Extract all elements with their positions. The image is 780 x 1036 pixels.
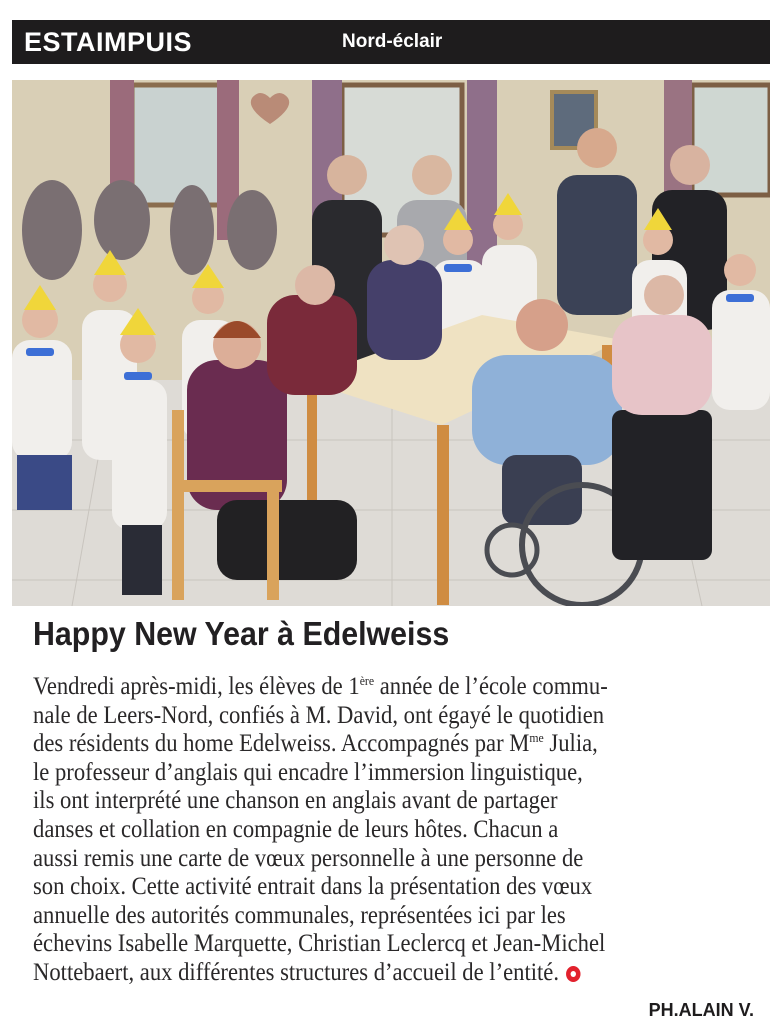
body-line: aussi remis une carte de vœux personnelle à une personne de xyxy=(33,844,584,872)
body-line xyxy=(33,959,685,988)
body-line: échevins Isabelle Marquette, Christian Leclercq et Jean-Michel xyxy=(33,930,606,958)
body-line: le professeur d’anglais qui encadre l’immersion linguistique, xyxy=(33,758,583,786)
body-line: danses et collation en compagnie de leurs hôtes. Chacun a xyxy=(33,815,559,843)
section-name: ESTAIMPUIS xyxy=(24,26,193,57)
article-body xyxy=(33,673,753,988)
body-line xyxy=(33,673,685,702)
body-text-segment: année de l’école commu- xyxy=(374,673,608,700)
body-text-segment: Vendredi après-midi, les élèves de 1 xyxy=(33,673,360,700)
body-text-segment: Julia, xyxy=(543,730,598,758)
body-text-segment: Nottebaert, aux différentes structures d’accueil de l’entité. xyxy=(33,958,560,986)
body-text-segment: des résidents du home Edelweiss. Accompagnés par M xyxy=(33,730,530,758)
ordinal-superscript: ère xyxy=(359,673,375,688)
end-mark-icon xyxy=(566,966,580,982)
body-line: annuelle des autorités communales, représentées ici par les xyxy=(33,901,566,929)
article-photo xyxy=(12,80,770,606)
source-name: Nord-éclair xyxy=(342,31,443,52)
photo-illustration xyxy=(12,80,770,606)
article-headline: Happy New Year à Edelweiss xyxy=(33,615,450,652)
body-line: ils ont interprété une chanson en anglais avant de partager xyxy=(33,787,558,815)
body-line: nale de Leers-Nord, confiés à M. David, ont égayé le quotidien xyxy=(33,701,605,729)
body-line: son choix. Cette activité entrait dans la présentation des vœux xyxy=(33,873,593,901)
body-line xyxy=(33,730,685,759)
photo-credit: PH.ALAIN V. xyxy=(648,1000,754,1020)
title-superscript: me xyxy=(529,730,544,746)
header-bar xyxy=(12,20,770,64)
